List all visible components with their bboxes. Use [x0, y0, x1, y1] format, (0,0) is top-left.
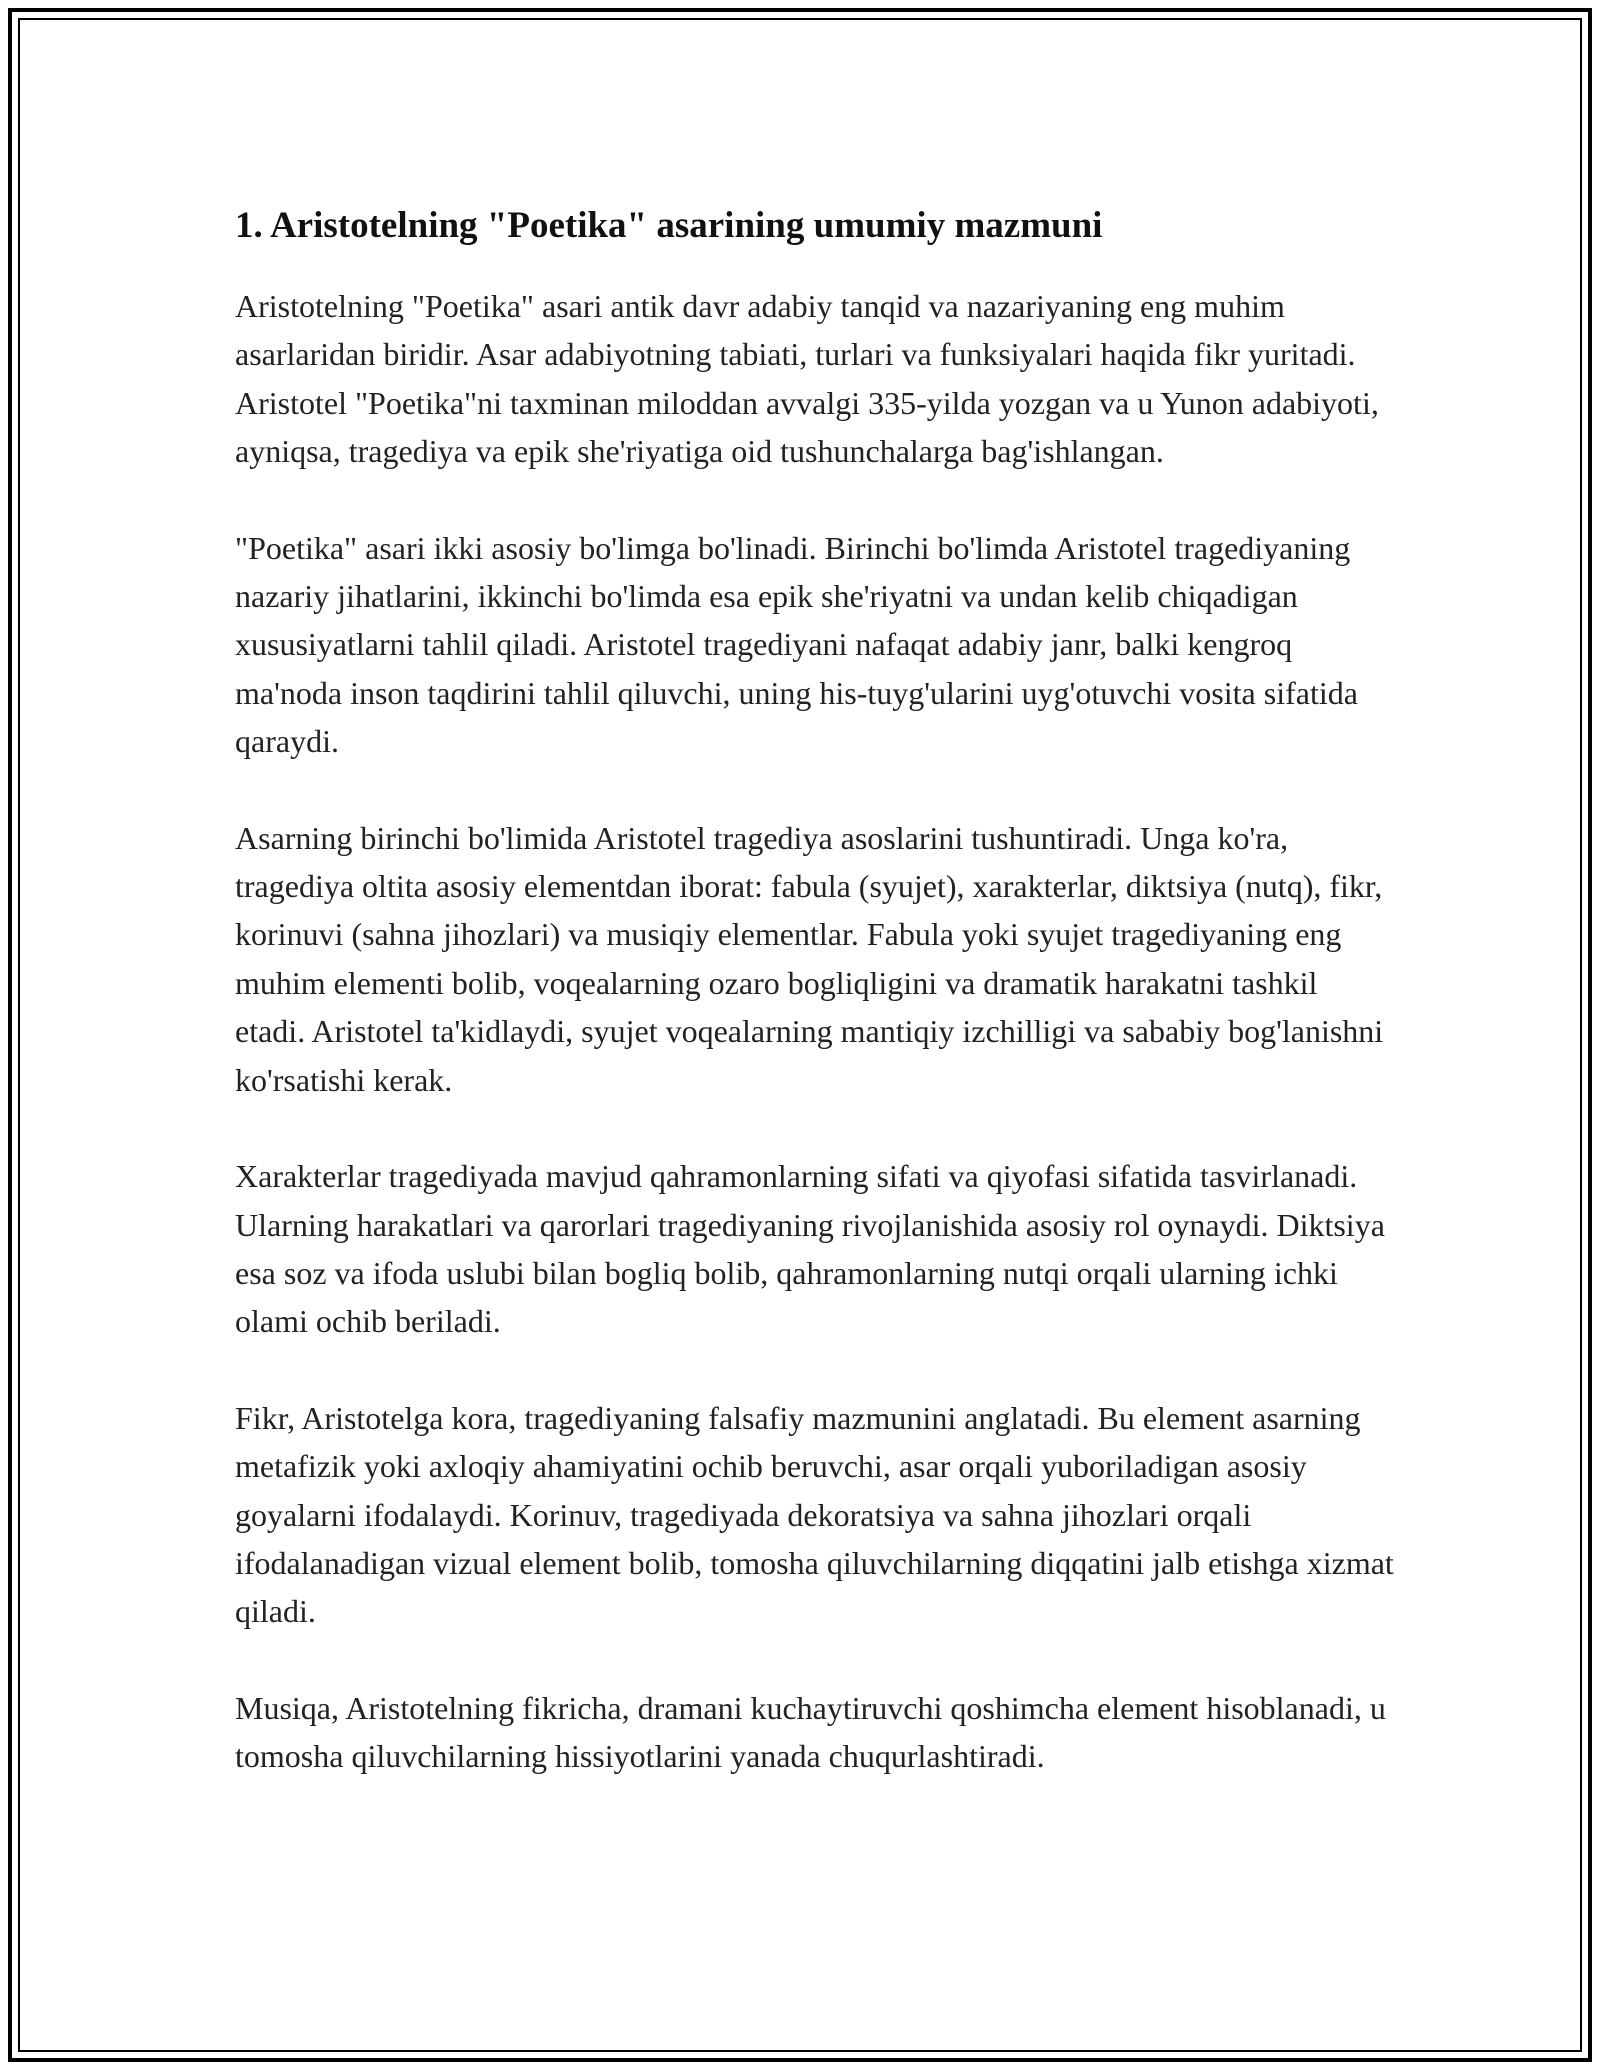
- paragraph-6: Musiqa, Aristotelning fikricha, dramani kuchaytiruvchi qoshimcha element hisoblanadi, u tomosha qiluvchilarning hissiyotlarini yanada chuqurlashtiradi.: [235, 1689, 1386, 1775]
- paragraph-2: "Poetika" asari ikki asosiy bo'limga bo'linadi. Birinchi bo'limda Aristotel tragediyaning nazariy jihatlarini, ikkinchi bo'limda esa epik she'riyatni va undan kelib chiqadigan xususiyatlarni tahlil qiladi. Aristotel tragediyani nafaqat adabiy janr, balki kengroq ma'noda inson taqdirini tahlil qiluvchi, uning his-tuyg'ularini uyg'otuvchi vosita sifatida qaraydi.: [235, 529, 1358, 760]
- page-border: [8, 8, 1592, 2062]
- document-body: [235, 198, 1395, 1829]
- paragraph-3: Asarning birinchi bo'limida Aristotel tragediya asoslarini tushuntiradi. Unga ko'ra, tragediya oltita asosiy elementdan iborat: fabula (syujet), xarakterlar, diktsiya (nutq), fikr, korinuvi (sahna jihozlari) va musiqiy elementlar. Fabula yoki syujet tragediyaning eng muhim elementi bolib, voqealarning ozaro bogliqligini va dramatik harakatni tashkil etadi. Aristotel ta'kidlaydi, syujet voqealarning mantiqiy izchilligi va sababiy bog'lanishni ko'rsatishi kerak.: [235, 819, 1384, 1098]
- section-heading: 1. Aristotelning "Poetika" asarining umumiy mazmuni: [235, 205, 1103, 246]
- paragraph-1: Aristotelning "Poetika" asari antik davr adabiy tanqid va nazariyaning eng muhim asarlaridan biridir. Asar adabiyotning tabiati, turlari va funksiyalari haqida fikr yuritadi. Aristotel "Poetika"ni taxminan miloddan avvalgi 335-yilda yozgan va u Yunon adabiyoti, ayniqsa, tragediya va epik she'riyatiga oid tushunchalarga bag'ishlangan.: [235, 288, 1379, 470]
- paragraph-4: Xarakterlar tragediyada mavjud qahramonlarning sifati va qiyofasi sifatida tasvirlanadi. Ularning harakatlari va qarorlari tragediyaning rivojlanishida asosiy rol oynaydi. Diktsiya esa soz va ifoda uslubi bilan bogliq bolib, qahramonlarning nutqi orqali ularning ichki olami ochib beriladi.: [235, 1158, 1385, 1340]
- paragraph-5: Fikr, Aristotelga kora, tragediyaning falsafiy mazmunini anglatadi. Bu element asarning metafizik yoki axloqiy ahamiyatini ochib beruvchi, asar orqali yuboriladigan asosiy goyalarni ifodalaydi. Korinuv, tragediyada dekoratsiya va sahna jihozlari orqali ifodalanadigan vizual element bolib, tomosha qiluvchilarning diqqatini jalb etishga xizmat qiladi.: [235, 1399, 1394, 1630]
